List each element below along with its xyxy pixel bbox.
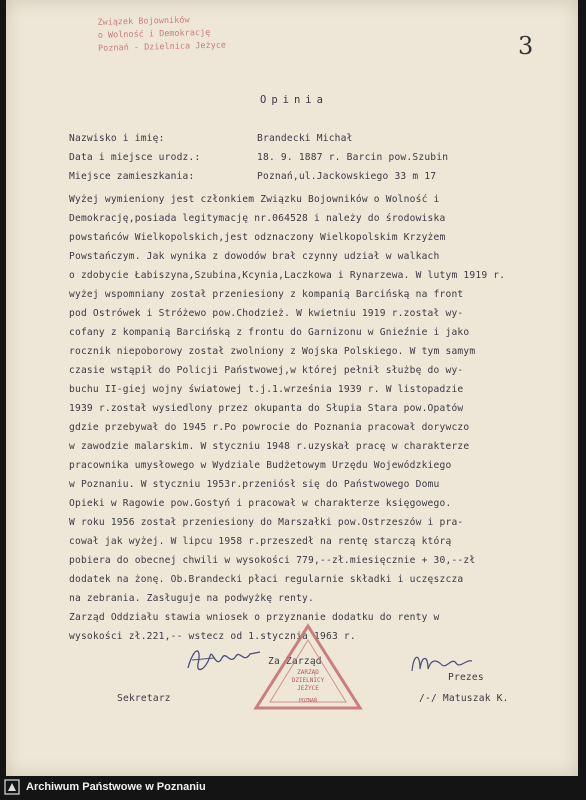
page-number: 3 — [518, 32, 534, 60]
body-line: powstańców Wielkopolskich,jest odznaczony Wielkopolskim Krzyżem — [69, 232, 446, 243]
archive-logo-icon — [4, 779, 20, 795]
president-label: Prezes — [448, 672, 484, 683]
stamp-text: POZNAŃ — [298, 698, 318, 704]
document-title: Opinia — [260, 94, 328, 106]
stamp-text: ZARZĄD — [297, 669, 319, 676]
field-value-name: Brandecki Michał — [257, 133, 353, 144]
field-label-name: Nazwisko i imię: — [69, 133, 165, 144]
archive-footer-text: Archiwum Państwowe w Poznaniu — [26, 781, 206, 793]
field-label-birth: Data i miejsce urodz.: — [69, 152, 201, 163]
field-value-birth: 18. 9. 1887 r. Barcin pow.Szubin — [257, 152, 449, 163]
body-line: buchu II-giej wojny światowej t.j.1.września 1939 r. W listopadzie — [69, 384, 464, 395]
body-line: gdzie przebywał do 1945 r.Po powrocie do Poznania pracował dorywczo — [69, 422, 470, 433]
stamp-line: Związek Bojowników — [97, 15, 190, 28]
stamp-line: o Wolność i Demokrację — [97, 27, 211, 41]
stamp-text: JEŻYCE — [297, 685, 319, 692]
body-line: wysokości zł.221,-- wstecz od 1.stycznia 1963 r. — [69, 631, 356, 642]
body-line: dodatek na żonę. Ob.Brandecki płaci regularnie składki i uczęszcza — [69, 574, 464, 585]
body-line: wyżej wspomniany został przeniesiony z kompanią Barcińską na front — [69, 289, 464, 300]
stamp-line: Poznań - Dzielnica Jeżyce — [97, 40, 227, 54]
body-line: Demokrację,posiada legitymację nr.064528 i należy do środowiska — [69, 213, 446, 224]
body-line: w Poznaniu. W styczniu 1953r.przeniósł się do Państwowego Domu — [69, 479, 440, 490]
president-name: /-/ Matuszak K. — [419, 693, 509, 704]
body-line: Opieki w Ragowie pow.Gostyń i pracował w charakterze księgowego. — [69, 498, 452, 509]
body-line: w zawodzie malarskim. W styczniu 1948 r.uzyskał pracę w charakterze — [69, 441, 470, 452]
triangle-stamp — [252, 622, 364, 714]
body-line: na zebrania. Zasługuje na podwyżkę renty. — [69, 593, 315, 604]
body-line: 1939 r.został wysiedlony przez okupanta do Słupia Stara pow.Opatów — [69, 403, 464, 414]
body-line: Wyżej wymieniony jest członkiem Związku Bojowników o Wolność i — [69, 194, 440, 205]
body-line: cofany z kompanią Barcińską z frontu do Garnizonu w Gnieźnie i jako — [69, 327, 470, 338]
closing-za-zarzad: Za Zarząd — [268, 656, 322, 667]
body-line: pod Ostrówek i Stróżewo pow.Chodzież. W kwietniu 1919 r.został wy- — [69, 308, 464, 319]
body-line: Zarząd Oddziału stawia wniosek o przyznanie dodatku do renty w — [69, 612, 440, 623]
body-line: cował jak wyżej. W lipcu 1958 r.przeszedł na rentę starczą którą — [69, 536, 452, 547]
field-label-address: Miejsce zamieszkania: — [69, 171, 195, 182]
body-line: pracownika umysłowego w Wydziale Budżetowym Urzędu Wojewódzkiego — [69, 460, 452, 471]
field-value-address: Poznań,ul.Jackowskiego 33 m 17 — [257, 171, 437, 182]
president-signature — [408, 647, 476, 677]
organization-stamp — [97, 13, 238, 75]
body-line: Powstańczym. Jak wynika z dowodów brał czynny udział w walkach — [69, 251, 440, 262]
body-line: rocznik niepoborowy został zwolniony z Wojska Polskiego. W tym samym — [69, 346, 476, 357]
body-line: o zdobycie Łabiszyna,Szubina,Kcynia,Laczkowa i Rynarzewa. W lutym 1919 r. — [69, 270, 506, 281]
document-page — [6, 0, 578, 776]
body-line: czasie wstąpił do Policji Państwowej,w której pełnił służbę do wy- — [69, 365, 464, 376]
body-line: W roku 1956 został przeniesiony do Marszałki pow.Ostrzeszów i pra- — [69, 517, 464, 528]
secretary-label: Sekretarz — [117, 693, 171, 704]
stamp-text: DZIELNICY — [291, 677, 325, 684]
body-line: pobiera do obecnej chwili w wysokości 779,--zł.miesięcznie + 30,--zł — [69, 555, 476, 566]
